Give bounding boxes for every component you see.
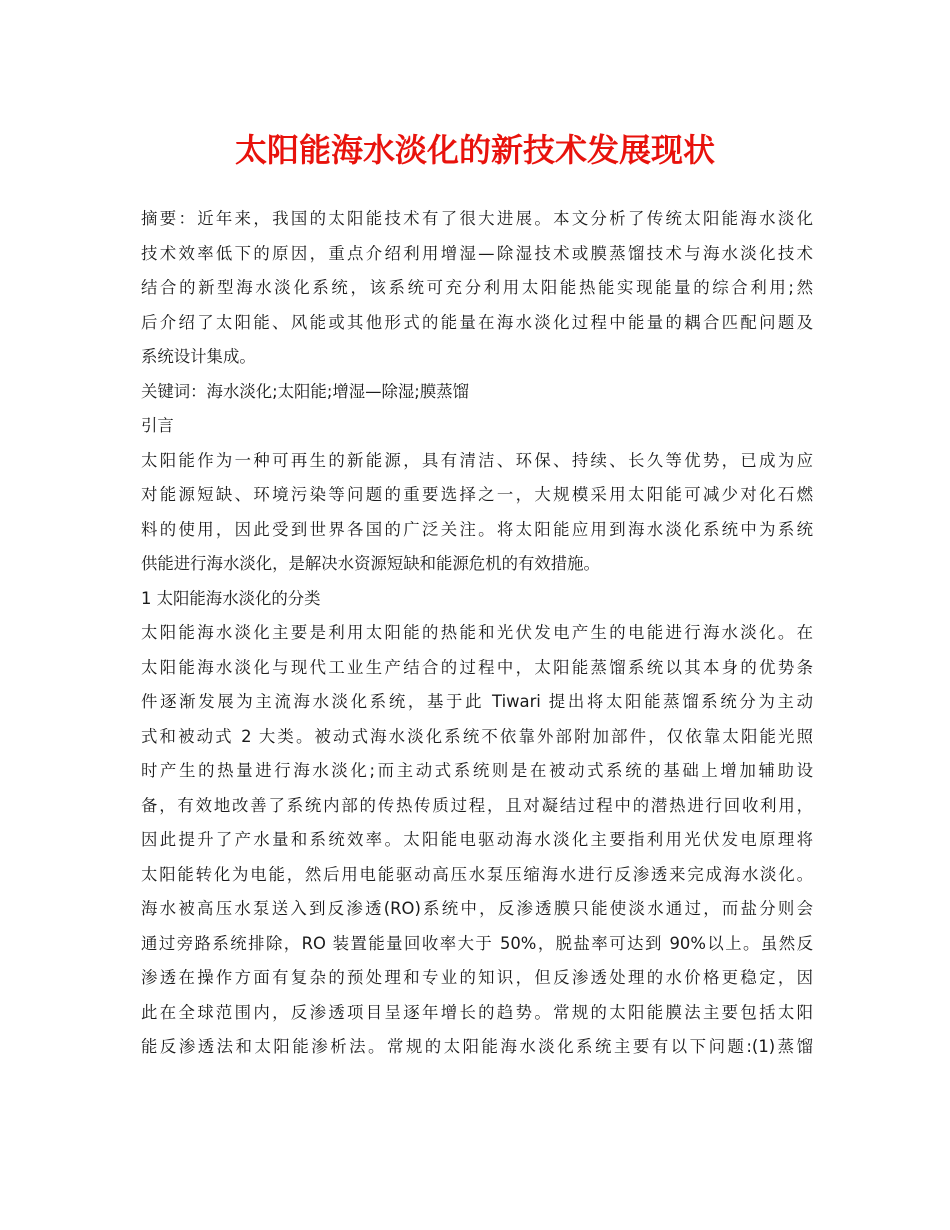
text-line: 料的使用，因此受到世界各国的广泛关注。将太阳能应用到海水淡化系统中为系统 [141,519,813,539]
text-line: 因此提升了产水量和系统效率。太阳能电驱动海水淡化主要指利用光伏发电原理将 [141,830,813,849]
text-line: 供能进行海水淡化，是解决水资源短缺和能源危机的有效措施。 [141,554,600,573]
text-line: 技术效率低下的原因，重点介绍利用增湿—除湿技术或膜蒸馏技术与海水淡化技术 [141,243,813,263]
text-line: 摘要：近年来，我国的太阳能技术有了很大进展。本文分析了传统太阳能海水淡化 [141,209,813,228]
text-line: 件逐渐发展为主流海水淡化系统，基于此 Tiwari 提出将太阳能蒸馏系统分为主动 [141,692,813,711]
text-line: 引言 [141,416,174,435]
document-title: 太阳能海水淡化的新技术发展现状 [234,131,715,169]
text-line: 结合的新型海水淡化系统，该系统可充分利用太阳能热能实现能量的综合利用;然 [141,278,813,297]
text-line: 系统设计集成。 [141,347,256,366]
text-line: 1 太阳能海水淡化的分类 [141,588,321,608]
text-line: 海水被高压水泵送入到反渗透(RO)系统中，反渗透膜只能使淡水通过，而盐分则会 [141,899,813,918]
text-line: 后介绍了太阳能、风能或其他形式的能量在海水淡化过程中能量的耦合匹配问题及 [141,312,813,332]
text-line: 渗透在操作方面有复杂的预处理和专业的知识，但反渗透处理的水价格更稳定，因 [141,968,813,987]
text-line: 太阳能转化为电能，然后用电能驱动高压水泵压缩海水进行反渗透来完成海水淡化。 [141,864,813,884]
text-line: 太阳能作为一种可再生的新能源，具有清洁、环保、持续、长久等优势，已成为应 [141,450,813,470]
text-line: 备，有效地改善了系统内部的传热传质过程，且对凝结过程中的潜热进行回收利用， [141,795,813,815]
text-line: 关键词：海水淡化;太阳能;增湿—除湿;膜蒸馏 [141,381,469,401]
text-line: 式和被动式 2 大类。被动式海水淡化系统不依靠外部附加部件，仅依靠太阳能光照 [141,726,813,746]
text-line: 通过旁路系统排除，RO 装置能量回收率大于 50%，脱盐率可达到 90%以上。虽然反 [141,933,813,953]
text-line: 此在全球范围内，反渗透项目呈逐年增长的趋势。常规的太阳能膜法主要包括太阳 [141,1002,813,1022]
text-line: 太阳能海水淡化与现代工业生产结合的过程中，太阳能蒸馏系统以其本身的优势条 [141,657,813,677]
text-line: 能反渗透法和太阳能渗析法。常规的太阳能海水淡化系统主要有以下问题:(1)蒸馏 [141,1037,813,1056]
text-line: 对能源短缺、环境污染等问题的重要选择之一，大规模采用太阳能可减少对化石燃 [141,485,813,504]
text-line: 时产生的热量进行海水淡化;而主动式系统则是在被动式系统的基础上增加辅助设 [141,761,813,780]
text-line: 太阳能海水淡化主要是利用太阳能的热能和光伏发电产生的电能进行海水淡化。在 [141,623,813,642]
document-body [141,202,813,1065]
